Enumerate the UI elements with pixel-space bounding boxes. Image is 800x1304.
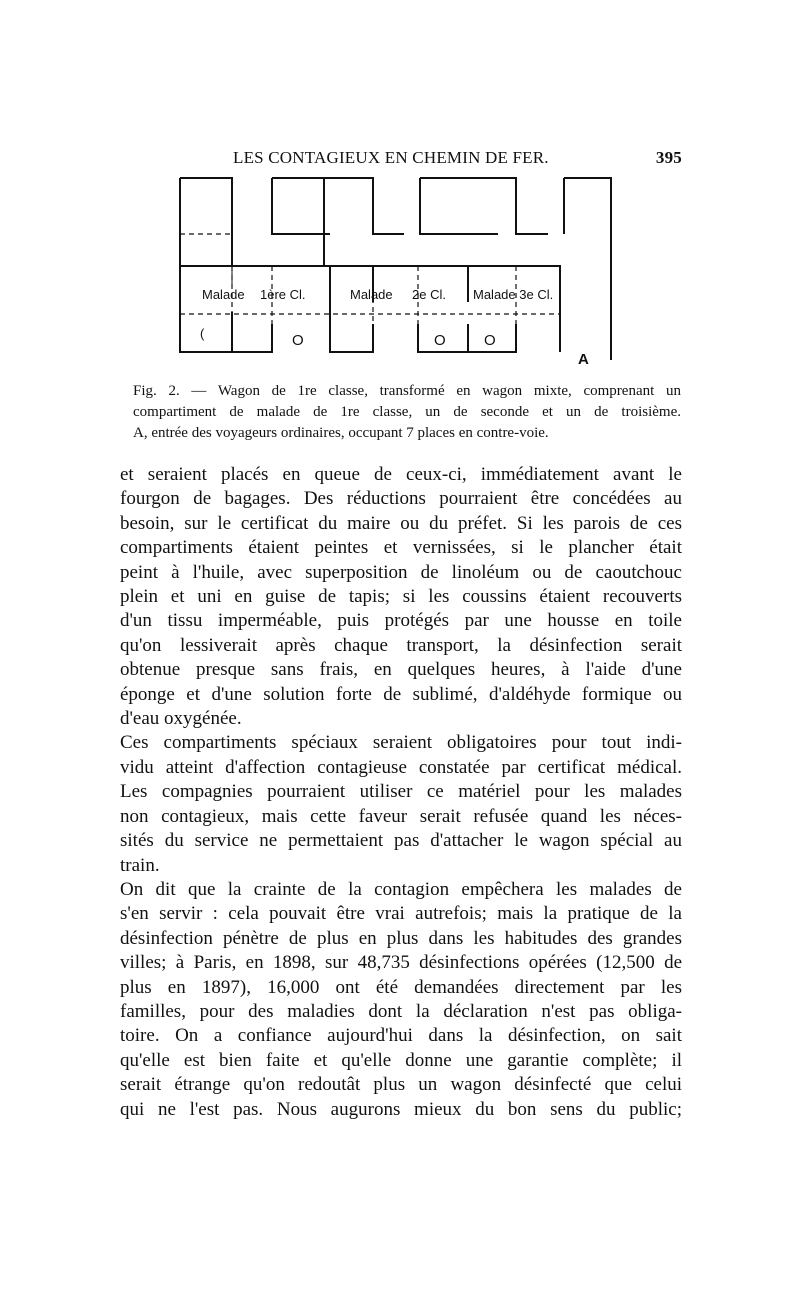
text-line: familles, pour des maladies dont la déclaration n'est pas obliga- [120,1000,682,1022]
running-title: LES CONTAGIEUX EN CHEMIN DE FER. [233,148,549,167]
text-line: et seraient placés en queue de ceux-ci, immédiatement avant le [120,464,682,485]
wagon-plan-diagram [180,176,616,366]
label-malade-3: Malade 3e Cl. [473,287,554,302]
caption-line: A, entrée des voyageurs ordinaires, occupant 7 places en contre-voie. [133,425,549,441]
text-line: d'un tissu imperméable, puis protégés par une housse en toile [120,610,682,632]
text-line: toire. On a confiance aujourd'hui dans la désinfection, on sait [120,1025,682,1047]
page-header [120,148,682,172]
text-line: vidu atteint d'affection contagieuse constatée par certificat médical. [120,756,682,778]
page-number: 395 [655,148,682,167]
caption-line: compartiment de malade de 1re classe, un de seconde et un de troisième. [133,404,681,420]
label-classe-2: 2e Cl. [412,287,446,302]
text-line: plein et uni en guise de tapis; si les coussins étaient recouverts [120,586,682,608]
text-line: obtenue presque sans frais, en quelques heures, à l'aide d'une [120,659,682,681]
paragraph-2 [120,731,682,877]
text-line: qu'on lessiverait après chaque transport, la désinfection serait [120,634,682,656]
text-line: désinfection pénètre de plus en plus dans les habitudes des grandes [120,927,682,949]
text-line: éponge et d'une solution forte de sublimé, d'aldéhyde formique ou [120,683,682,705]
seat-symbol-2: O [434,332,446,349]
paragraph-1 [120,463,682,731]
seat-symbol-1: O [292,332,304,349]
figure-caption [133,381,681,444]
label-malade-2: Malade [350,287,393,302]
text-line: serait étrange qu'on redoutât plus un wagon désinfecté que celui [120,1074,682,1096]
entry-label-a: A [578,351,589,368]
body-text [120,463,682,1122]
text-line: peint à l'huile, avec superposition de linoléum ou de caoutchouc [120,561,682,583]
text-line: non contagieux, mais cette faveur serait refusée quand les néces- [120,805,682,827]
text-line: plus en 1897), 16,000 ont été demandées directement par les [120,976,682,998]
seat-symbol-3: O [484,332,496,349]
text-line: besoin, sur le certificat du maire ou du préfet. Si les parois de ces [120,512,682,534]
text-line: Ces compartiments spéciaux seraient obligatoires pour tout indi- [120,732,682,754]
text-line: sités du service ne permettaient pas d'attacher le wagon spécial au [120,830,682,852]
text-line: On dit que la crainte de la contagion empêchera les malades de [120,878,682,900]
paragraph-3 [120,878,682,1122]
text-line: qui ne l'est pas. Nous augurons mieux du bon sens du public; [120,1098,682,1120]
label-classe-1: 1ère Cl. [260,287,306,302]
caption-line: Fig. 2. — Wagon de 1re classe, transformé en wagon mixte, comprenant un [133,383,681,399]
text-line: villes; à Paris, en 1898, sur 48,735 désinfections opérées (12,500 de [120,952,682,974]
text-line: qu'elle est bien faite et qu'elle donne une garantie complète; il [120,1049,682,1071]
text-line: d'eau oxygénée. [120,708,242,730]
wagon-floor-plan-figure [180,176,616,366]
label-paren: ( [200,326,205,341]
text-line: Les compagnies pourraient utiliser ce matériel pour les malades [120,781,682,803]
text-line: fourgon de bagages. Des réductions pourraient être concédées au [120,488,682,510]
text-line: compartiments étaient peintes et vernissées, si le plancher était [120,537,682,559]
text-line: s'en servir : cela pouvait être vrai autrefois; mais la pratique de la [120,903,682,925]
text-line: train. [120,854,160,876]
label-malade-1: Malade [202,287,245,302]
